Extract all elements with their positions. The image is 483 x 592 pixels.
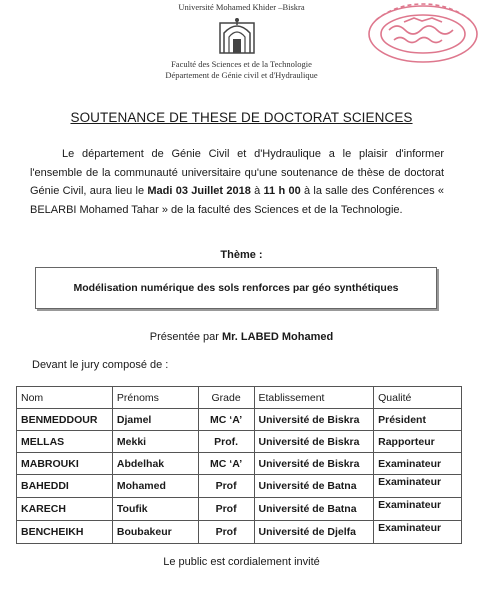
jury-nom: MABROUKI [17, 453, 113, 475]
jury-header-row [17, 387, 462, 409]
jury-nom: BENMEDDOUR [17, 409, 113, 431]
intro-text-2: à [250, 185, 264, 197]
jury-nom: BAHEDDI [17, 475, 113, 498]
intro-text-3: à la salle des Conférences « BELARBI Mohamed Tahar » de la faculté des Sciences et de la Technologie. [30, 185, 445, 216]
header-qualite: Qualité [374, 387, 462, 409]
intro-text-1: Le département de Génie Civil et d'Hydraulique a le plaisir d'informer l'ensemble de la communauté universitaire qu'une soutenance de thèse de doctorat Génie Civil, aura lieu le [30, 148, 444, 197]
header-nom: Nom [17, 387, 113, 409]
jury-nom: MELLAS [17, 431, 113, 453]
jury-etablissement: Université de Biskra [254, 409, 374, 431]
table-row [17, 521, 462, 544]
jury-prenom: Toufik [112, 498, 198, 521]
theme-label: Thème : [220, 249, 263, 261]
presented-prefix: Présentée par [149, 331, 222, 343]
theme-title: Modélisation numérique des sols renforces par géo synthétiques [73, 282, 399, 294]
header-etablissement: Etablissement [254, 387, 374, 409]
jury-table [16, 386, 462, 544]
jury-grade: Prof [198, 475, 254, 498]
jury-qualite: Examinateur [374, 475, 462, 498]
closing-invitation: Le public est cordialement invité [163, 556, 320, 568]
header-grade: Grade [198, 387, 254, 409]
table-row [17, 409, 462, 431]
defense-date: Madi 03 Juillet 2018 [147, 185, 251, 197]
jury-prenom: Mohamed [112, 475, 198, 498]
department-name: Département de Génie civil et d'Hydraulique [165, 70, 318, 80]
university-logo-icon [218, 17, 256, 55]
jury-nom: KARECH [17, 498, 113, 521]
jury-grade: Prof [198, 521, 254, 544]
faculty-name: Faculté des Sciences et de la Technologie [171, 59, 312, 69]
jury-grade: Prof [198, 498, 254, 521]
jury-qualite: Examinateur [374, 453, 462, 475]
jury-prenom: Mekki [112, 431, 198, 453]
jury-grade: MC ‘A’ [198, 409, 254, 431]
jury-prenom: Abdelhak [112, 453, 198, 475]
jury-prenom: Boubakeur [112, 521, 198, 544]
jury-etablissement: Université de Batna [254, 475, 374, 498]
jury-etablissement: Université de Djelfa [254, 521, 374, 544]
jury-qualite: Examinateur [374, 521, 462, 544]
page-title: SOUTENANCE DE THESE DE DOCTORAT SCIENCES [70, 110, 413, 125]
jury-etablissement: Université de Batna [254, 498, 374, 521]
jury-prenom: Djamel [112, 409, 198, 431]
presenter-name: Mr. LABED Mohamed [221, 331, 334, 343]
jury-etablissement: Université de Biskra [254, 431, 374, 453]
jury-qualite: Rapporteur [374, 431, 462, 453]
defense-time: 11 h 00 [263, 185, 301, 197]
university-name: Université Mohamed Khider –Biskra [178, 2, 305, 12]
jury-qualite: Examinateur [374, 498, 462, 521]
table-row [17, 431, 462, 453]
table-row [17, 498, 462, 521]
jury-intro: Devant le jury composé de : [32, 359, 169, 371]
jury-qualite: Président [374, 409, 462, 431]
jury-grade: Prof. [198, 431, 254, 453]
announcement-paragraph [30, 145, 444, 219]
header-prenom: Prénoms [112, 387, 198, 409]
presenter-line [0, 331, 483, 343]
jury-grade: MC ‘A’ [198, 453, 254, 475]
table-row [17, 475, 462, 498]
jury-etablissement: Université de Biskra [254, 453, 374, 475]
table-row [17, 453, 462, 475]
jury-nom: BENCHEIKH [17, 521, 113, 544]
official-stamp-icon [364, 0, 482, 64]
theme-box [35, 267, 437, 309]
